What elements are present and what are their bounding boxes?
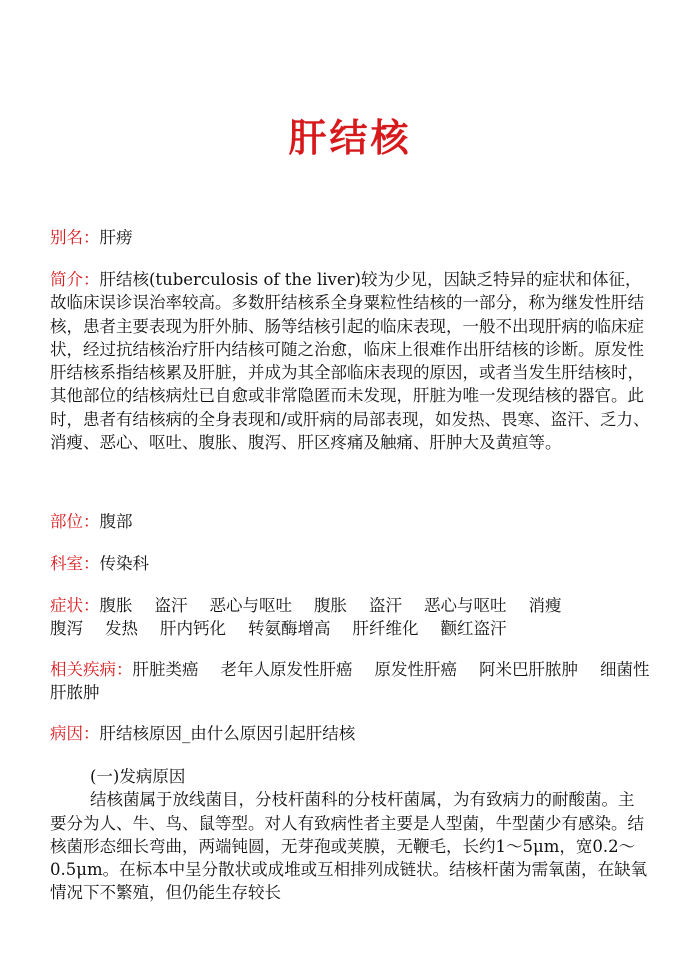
related-disease-item[interactable]: 细菌性肝脓肿 [50, 660, 650, 703]
symptom-item[interactable]: 盗汗 [369, 596, 402, 615]
symptom-item[interactable]: 恶心与呕吐 [424, 596, 507, 615]
symptom-item[interactable]: 腹泻 [50, 619, 83, 639]
location-value: 腹部 [99, 512, 133, 531]
related-label: 相关疾病： [50, 660, 133, 679]
related-diseases-section [50, 658, 650, 705]
symptom-item[interactable]: 肝内钙化 [160, 619, 226, 639]
intro-text: 肝结核(tuberculosis of the liver)较为少见，因缺乏特异的症状和体征，故临床误诊误治率较高。多数肝结核系全身粟粒性结核的一部分，称为继发性肝结核，患者主要表现为肝外肺、肠等结核引起的临床表现，一般不出现肝病的临床症状，经过抗结核治疗肝内结核可随之治愈，临床上很难作出肝结核的诊断。原发性肝结核系指结核累及肝脏，并成为其全部临床表现的原因，或者当发生肝结核时，其他部位的结核病灶已自愈或非常隐匿而未发现，肝脏为唯一发现结核的器官。此时，患者有结核病的全身表现和/或肝病的局部表现，如发热、畏寒、盗汗、乏力、消瘦、恶心、呕吐、腹胀、腹泻、肝区疼痛及触痛、肝肿大及黄疸等。 [50, 270, 650, 453]
department-section [50, 552, 650, 575]
location-label: 部位： [50, 512, 100, 531]
intro-label: 简介： [50, 270, 100, 289]
cause-detail-section [50, 765, 650, 905]
alias-section [50, 226, 650, 249]
department-label: 科室： [50, 554, 100, 573]
alias-value: 肝痨 [99, 228, 133, 247]
cause-section [50, 722, 650, 745]
symptom-item[interactable]: 肝纤维化 [352, 619, 419, 639]
symptom-item[interactable]: 消瘦 [528, 596, 562, 615]
cause-detail-heading: (一)发病原因 [90, 767, 186, 786]
symptom-item[interactable]: 盗汗 [154, 596, 188, 615]
symptoms-section [50, 594, 650, 641]
symptom-item[interactable]: 恶心与呕吐 [209, 596, 292, 615]
symptom-item[interactable]: 发热 [105, 619, 138, 639]
alias-label: 别名： [50, 228, 100, 247]
department-value: 传染科 [99, 554, 149, 573]
related-disease-item[interactable]: 老年人原发性肝癌 [220, 660, 353, 679]
symptom-item[interactable]: 腹胀 [314, 596, 347, 615]
intro-section [50, 268, 650, 454]
page-title: 肝结核 [288, 116, 412, 160]
related-disease-item[interactable]: 阿米巴肝脓肿 [479, 660, 578, 679]
cause-label: 病因： [50, 724, 100, 743]
location-section [50, 510, 650, 533]
symptoms-label: 症状： [50, 596, 100, 615]
symptom-item[interactable]: 腹胀 [99, 596, 133, 615]
related-disease-item[interactable]: 肝脏类癌 [132, 660, 199, 679]
symptom-item[interactable]: 颧红盗汗 [440, 619, 507, 639]
related-disease-item[interactable]: 原发性肝癌 [374, 660, 457, 679]
symptom-item[interactable]: 转氨酶增高 [248, 619, 331, 639]
cause-value: 肝结核原因_由什么原因引起肝结核 [99, 724, 356, 743]
cause-detail-text: 结核菌属于放线菌目，分枝杆菌科的分枝杆菌属，为有致病力的耐酸菌。主要分为人、牛、鸟、鼠等型。对人有致病性者主要是人型菌，牛型菌少有感染。结核菌形态细长弯曲，两端钝圆，无芽孢或荚膜，无鞭毛，长约1～5μm，宽0.2～0.5μm。在标本中呈分散状或成堆或互相排列成链状。结核杆菌为需氧菌，在缺氧情况下不繁殖，但仍能生存较长 [50, 790, 648, 903]
